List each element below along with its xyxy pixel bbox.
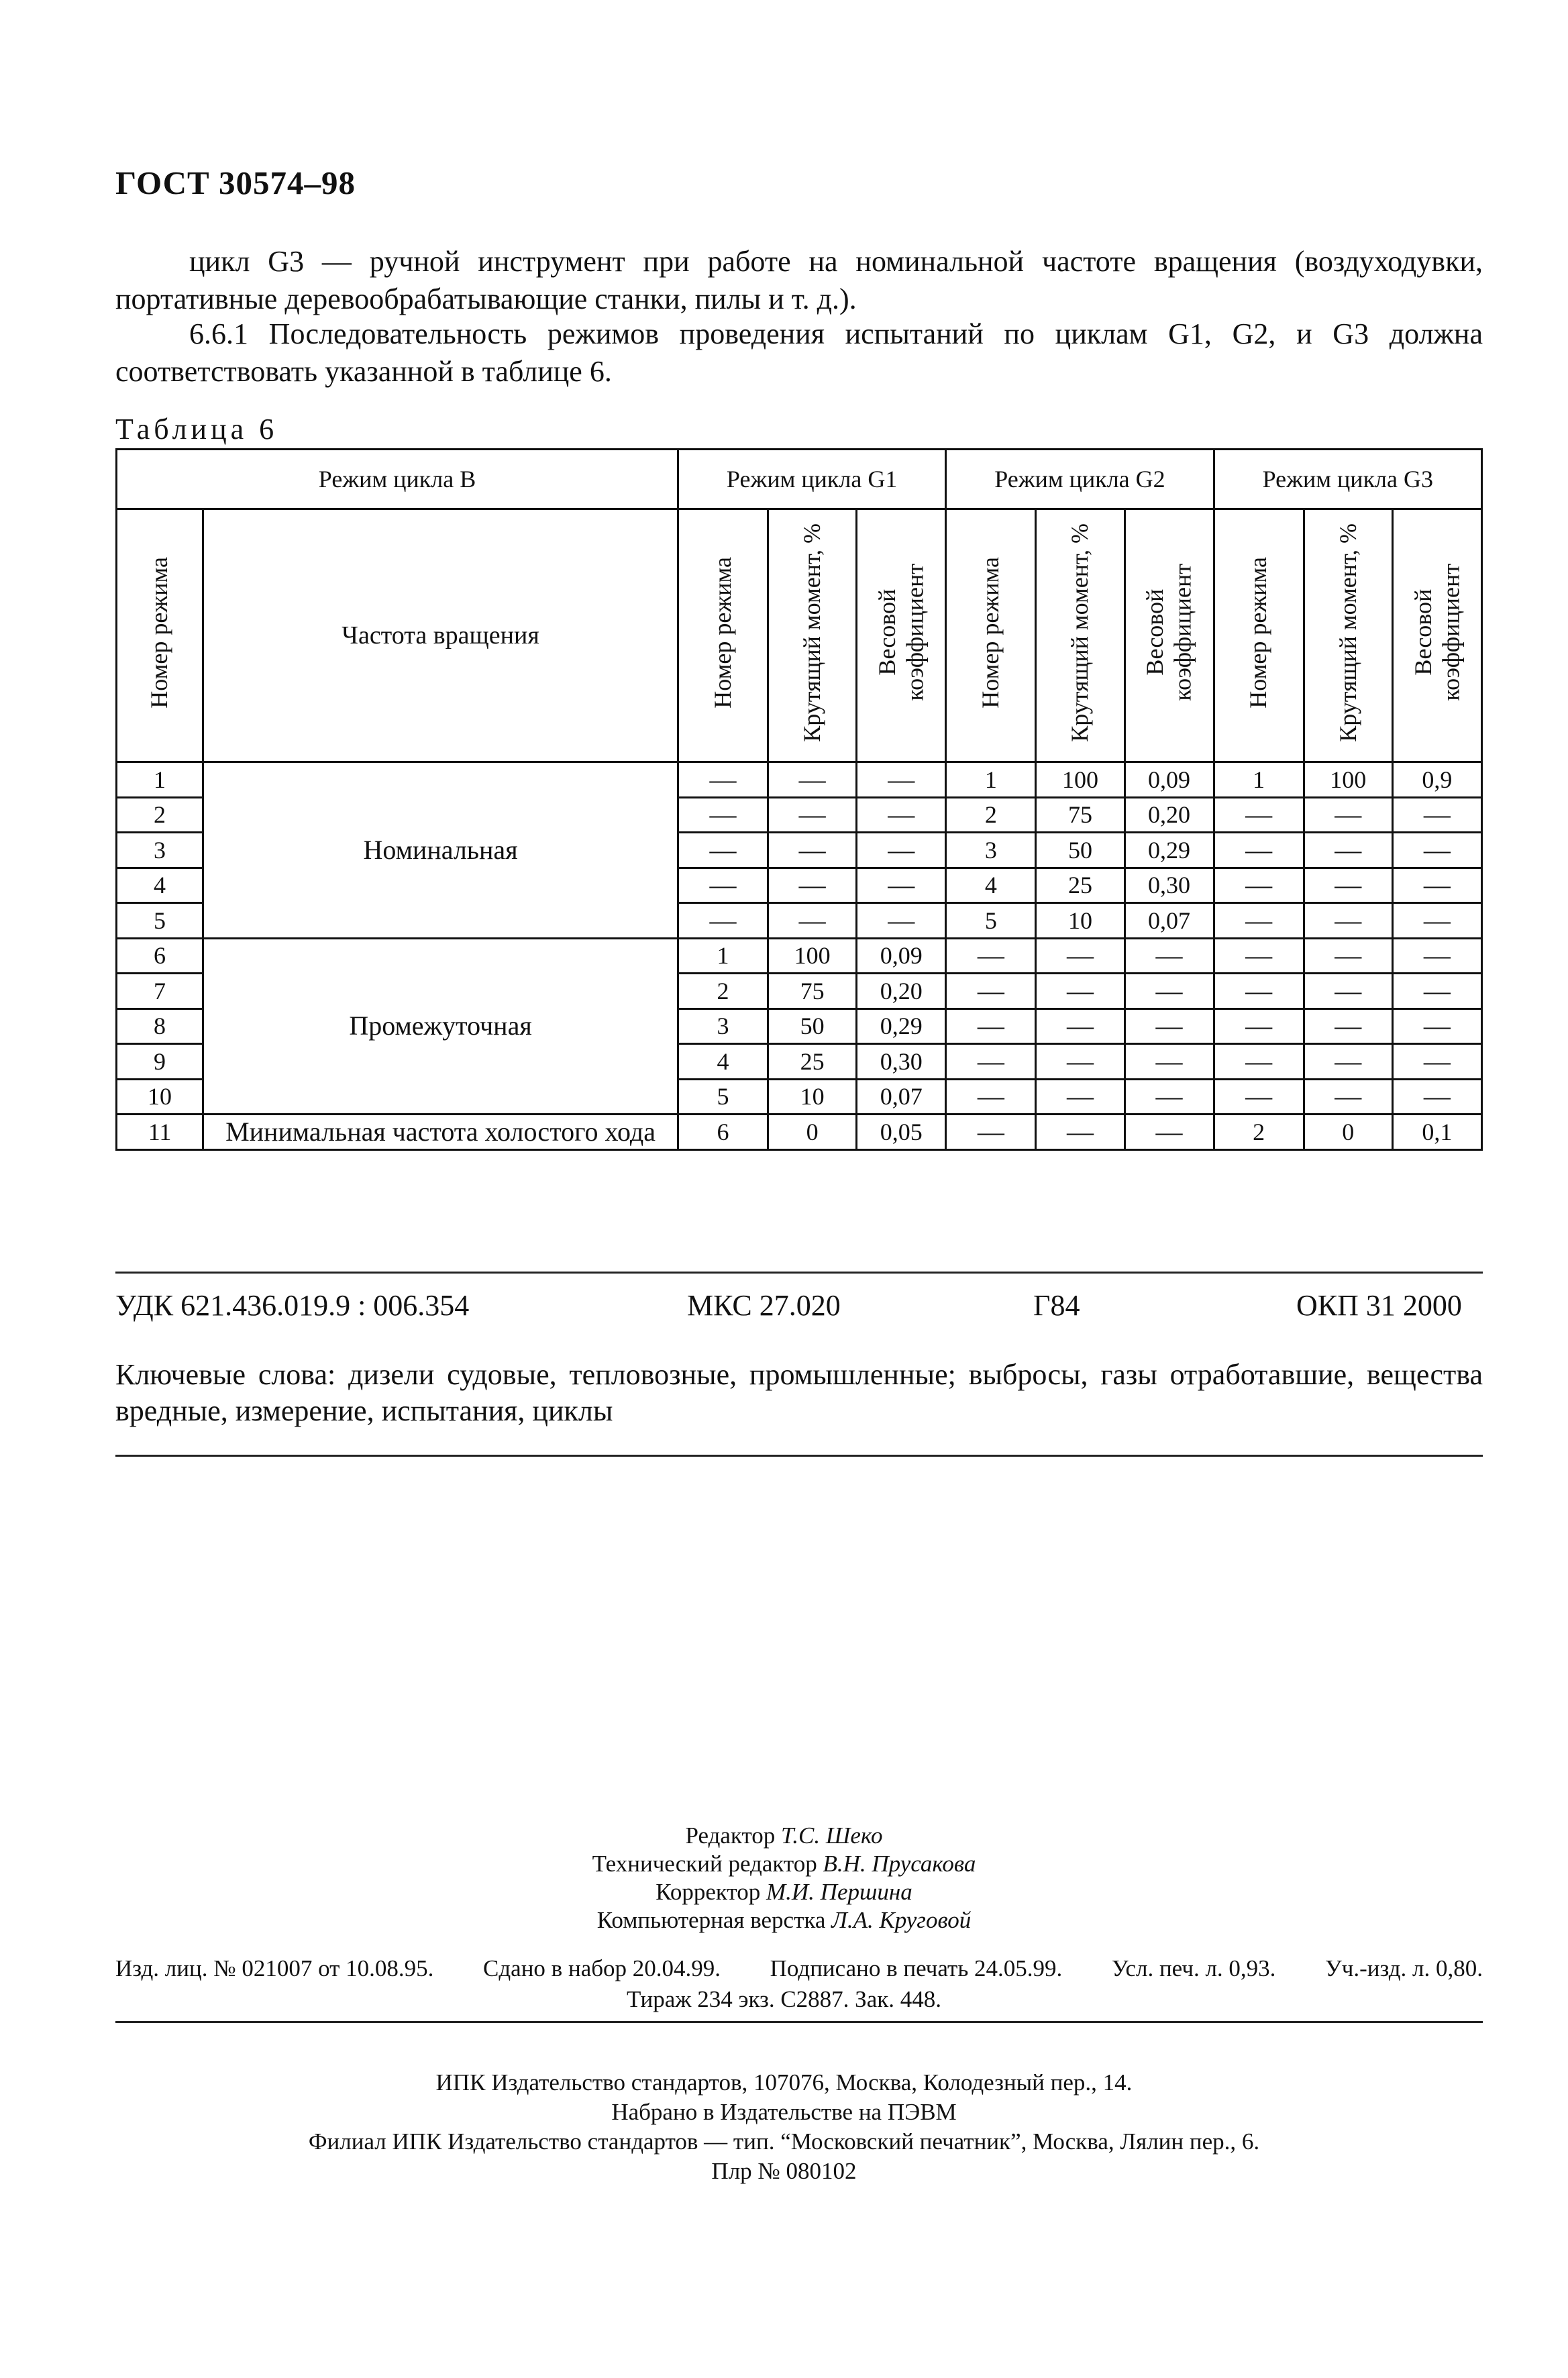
address-line-1: ИПК Издательство стандартов, 107076, Москва, Колодезный пер., 14. [435,2069,1133,2096]
cell-g1-number: 5 [678,1079,768,1115]
cell-frequency-group: Минимальная частота холостого хода [203,1115,678,1150]
cell-g3-number: — [1214,1009,1304,1044]
cell-g3-number: — [1214,974,1304,1009]
publication-details [115,1955,1483,1982]
cell-g2-weight: 0,20 [1125,797,1214,833]
classification-top-rule [115,1272,1483,1274]
col-header-g3-number: Номер режима [1214,509,1304,762]
cell-g2-torque: 100 [1036,762,1125,798]
credit-layout: Компьютерная верстка Л.А. Круговой [596,1907,972,1933]
cell-g2-torque: — [1036,1009,1125,1044]
cell-g1-weight: — [857,797,946,833]
cell-g3-weight: — [1392,1044,1481,1080]
cell-g1-torque: 100 [768,938,857,974]
cell-g3-weight: — [1392,797,1481,833]
cell-mode-number: 6 [117,938,203,974]
cell-mode-number: 1 [117,762,203,798]
cell-g1-number: 3 [678,1009,768,1044]
cell-g2-weight: — [1125,1079,1214,1115]
publisher-rule [115,2021,1483,2023]
cell-g3-weight: — [1392,1079,1481,1115]
cell-g2-weight: — [1125,974,1214,1009]
col-header-frequency: Частота вращения [203,509,678,762]
cell-mode-number: 4 [117,868,203,903]
cell-g2-weight: 0,29 [1125,833,1214,868]
cell-g2-number: 5 [946,903,1036,939]
publication-license: Изд. лиц. № 021007 от 10.08.95. [115,1955,434,1981]
cell-g1-torque: — [768,762,857,798]
cell-g2-number: 1 [946,762,1036,798]
cell-g3-number: — [1214,868,1304,903]
cell-g1-torque: 75 [768,974,857,1009]
cell-g3-torque: — [1304,1079,1392,1115]
cell-g1-torque: — [768,833,857,868]
cell-g3-weight: 0,1 [1392,1115,1481,1150]
g-code: Г84 [1033,1289,1080,1322]
cell-g1-number: — [678,833,768,868]
cell-g2-torque: 10 [1036,903,1125,939]
cell-g3-number: — [1214,1044,1304,1080]
publication-sent: Сдано в набор 20.04.99. [483,1955,721,1981]
table-group-header-row [117,450,1482,509]
cell-g2-torque: 25 [1036,868,1125,903]
cell-g1-number: — [678,762,768,798]
cell-g1-number: 1 [678,938,768,974]
credit-corrector: Корректор М.И. Першина [656,1879,912,1905]
cell-g3-number: — [1214,833,1304,868]
cell-g1-torque: 10 [768,1079,857,1115]
credit-editor: Редактор Т.С. Шеко [685,1822,883,1849]
keywords-bottom-rule [115,1455,1483,1457]
cell-g3-torque: — [1304,833,1392,868]
cell-g1-number: 4 [678,1044,768,1080]
cell-g3-torque: — [1304,938,1392,974]
cell-mode-number: 8 [117,1009,203,1044]
cell-g3-weight: — [1392,974,1481,1009]
publication-uch: Уч.-изд. л. 0,80. [1325,1955,1483,1981]
cell-g3-torque: — [1304,1044,1392,1080]
cell-mode-number: 9 [117,1044,203,1080]
cell-g1-weight: — [857,868,946,903]
credits-block [0,1822,1568,1934]
cell-g3-weight: — [1392,1009,1481,1044]
cell-g3-number: 1 [1214,762,1304,798]
cell-g2-weight: 0,07 [1125,903,1214,939]
publisher-address-block [0,2068,1568,2186]
publication-signed: Подписано в печать 24.05.99. [770,1955,1063,1981]
cell-g2-number: 3 [946,833,1036,868]
cell-g2-torque: — [1036,1115,1125,1150]
keywords: Ключевые слова: дизели судовые, тепловозные, промышленные; выбросы, газы отработавшие, вещества вредные, измерение, испытания, циклы [115,1358,1483,1427]
cell-mode-number: 7 [117,974,203,1009]
cell-g3-number: — [1214,797,1304,833]
modes-table [115,448,1483,1151]
table-row [117,762,1482,798]
group-header-g2: Режим цикла G2 [946,450,1214,509]
cell-g1-torque: — [768,797,857,833]
table-column-header-row [117,509,1482,762]
cell-g1-number: — [678,868,768,903]
cell-g3-number: — [1214,938,1304,974]
publication-run: Тираж 234 экз. С2887. Зак. 448. [626,1986,941,2012]
cell-g1-weight: 0,29 [857,1009,946,1044]
paragraph-6-6-1: 6.6.1 Последовательность режимов проведения испытаний по циклам G1, G2, и G3 должна соответствовать указанной в таблице 6. [115,317,1483,388]
cell-g3-torque: — [1304,797,1392,833]
cell-g3-torque: — [1304,974,1392,1009]
cell-g2-weight: — [1125,1115,1214,1150]
col-header-g2-weight: Весовой коэффициент [1125,509,1214,762]
address-line-3: Филиал ИПК Издательство стандартов — тип. “Московский печатник”, Москва, Лялин пер., 6. [308,2128,1260,2155]
cell-mode-number: 3 [117,833,203,868]
cell-g2-torque: 50 [1036,833,1125,868]
address-line-4: Плр № 080102 [711,2158,857,2184]
cell-g1-torque: 50 [768,1009,857,1044]
cell-g2-weight: — [1125,938,1214,974]
credit-tech-editor: Технический редактор В.Н. Прусакова [592,1851,976,1877]
cell-g1-weight: 0,30 [857,1044,946,1080]
cell-g3-weight: — [1392,938,1481,974]
cell-mode-number: 2 [117,797,203,833]
cell-g1-torque: — [768,903,857,939]
cell-mode-number: 11 [117,1115,203,1150]
cell-g3-weight: — [1392,833,1481,868]
group-header-b: Режим цикла В [117,450,678,509]
col-header-g1-number: Номер режима [678,509,768,762]
cell-g3-torque: — [1304,903,1392,939]
cell-g1-torque: 0 [768,1115,857,1150]
table-row [117,1115,1482,1150]
cell-g2-torque: — [1036,974,1125,1009]
cell-g2-torque: — [1036,1044,1125,1080]
document-header: ГОСТ 30574–98 [115,164,356,201]
cell-g2-number: — [946,974,1036,1009]
cell-g1-weight: 0,05 [857,1115,946,1150]
col-header-g2-number: Номер режима [946,509,1036,762]
cell-g3-torque: 100 [1304,762,1392,798]
col-header-g1-torque: Крутящий момент, % [768,509,857,762]
cell-g2-number: — [946,1009,1036,1044]
cell-g2-number: — [946,1115,1036,1150]
group-header-g1: Режим цикла G1 [678,450,945,509]
udk-code: УДК 621.436.019.9 : 006.354 [115,1289,470,1322]
col-header-g3-weight: Весовой коэффициент [1392,509,1481,762]
cell-g1-weight: — [857,833,946,868]
cell-g1-number: — [678,797,768,833]
mks-code: МКС 27.020 [687,1289,841,1322]
cell-g1-number: 6 [678,1115,768,1150]
paragraph-cycle-g3: цикл G3 — ручной инструмент при работе на номинальной частоте вращения (воздуходувки, портативные деревообрабатывающие станки, пилы и т. д.). [115,245,1483,315]
cell-mode-number: 5 [117,903,203,939]
cell-g2-weight: — [1125,1044,1214,1080]
cell-g2-torque: 75 [1036,797,1125,833]
group-header-g3: Режим цикла G3 [1214,450,1481,509]
table-row [117,938,1482,974]
cell-g1-weight: 0,09 [857,938,946,974]
cell-g3-weight: 0,9 [1392,762,1481,798]
cell-g2-number: — [946,938,1036,974]
cell-g1-weight: — [857,903,946,939]
cell-g1-weight: — [857,762,946,798]
cell-g2-number: — [946,1079,1036,1115]
cell-g2-number: — [946,1044,1036,1080]
address-line-2: Набрано в Издательстве на ПЭВМ [611,2099,957,2125]
cell-g3-torque: — [1304,868,1392,903]
cell-g3-weight: — [1392,868,1481,903]
cell-g1-weight: 0,07 [857,1079,946,1115]
cell-g1-weight: 0,20 [857,974,946,1009]
publication-usl: Усл. печ. л. 0,93. [1111,1955,1276,1981]
col-header-g3-torque: Крутящий момент, % [1304,509,1392,762]
cell-g3-torque: — [1304,1009,1392,1044]
cell-frequency-group: Номинальная [203,762,678,939]
cell-g3-number: — [1214,903,1304,939]
cell-g2-weight: 0,09 [1125,762,1214,798]
cell-g2-number: 2 [946,797,1036,833]
okp-code: ОКП 31 2000 [1296,1289,1462,1322]
table-caption: Таблица 6 [115,413,278,446]
cell-g3-number: — [1214,1079,1304,1115]
cell-g3-weight: — [1392,903,1481,939]
cell-g2-weight: 0,30 [1125,868,1214,903]
cell-g3-number: 2 [1214,1115,1304,1150]
cell-g2-number: 4 [946,868,1036,903]
cell-frequency-group: Промежуточная [203,938,678,1115]
cell-g3-torque: 0 [1304,1115,1392,1150]
cell-g1-number: 2 [678,974,768,1009]
cell-g1-number: — [678,903,768,939]
col-header-g1-weight: Весовой коэффициент [857,509,946,762]
cell-g1-torque: — [768,868,857,903]
cell-mode-number: 10 [117,1079,203,1115]
col-header-g2-torque: Крутящий момент, % [1036,509,1125,762]
cell-g2-weight: — [1125,1009,1214,1044]
cell-g2-torque: — [1036,938,1125,974]
cell-g2-torque: — [1036,1079,1125,1115]
col-header-mode-number: Номер режима [117,509,203,762]
cell-g1-torque: 25 [768,1044,857,1080]
